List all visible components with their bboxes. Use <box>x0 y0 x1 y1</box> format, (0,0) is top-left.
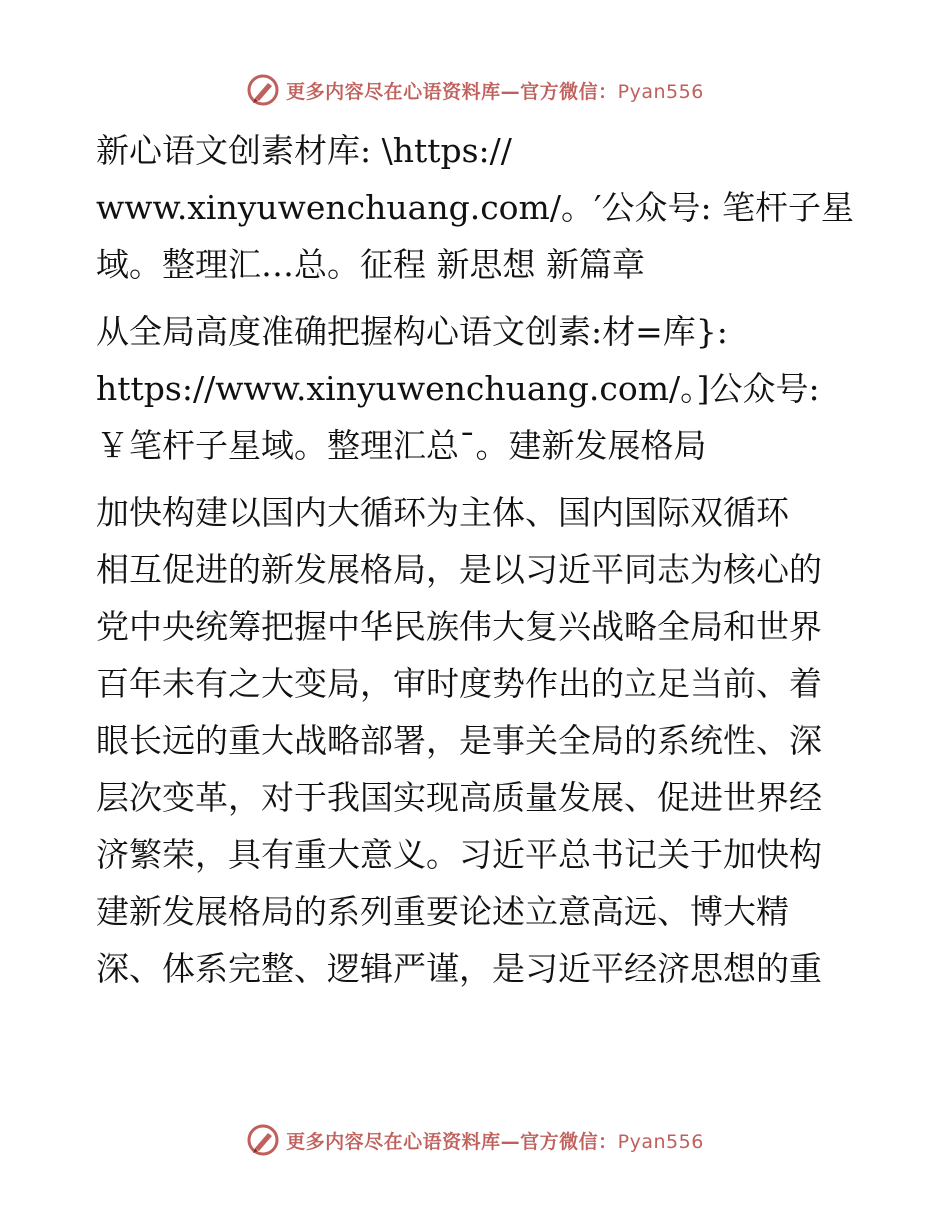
text-line: 党中央统筹把握中华民族伟大复兴战略全局和世界 <box>96 607 822 646</box>
text-line: https://www.xinyuwenchuang.com/。]公众号: <box>96 369 820 408</box>
text-line: 建新发展格局的系列重要论述立意高远、博大精 <box>96 892 789 931</box>
paragraph-1 <box>96 122 866 293</box>
text-line: 相互促进的新发展格局，是以习近平同志为核心的 <box>96 550 822 589</box>
banner-wechat-id: Pyan556 <box>617 1130 704 1153</box>
banner-text <box>286 1127 704 1154</box>
text-line: 域。整理汇…总。征程 新思想 新篇章 <box>96 245 645 284</box>
banner-text-cn: 更多内容尽在心语资料库—官方微信： <box>286 1130 618 1153</box>
text-line: 百年未有之大变局，审时度势作出的立足当前、着 <box>96 664 822 703</box>
pen-logo-icon <box>246 1123 280 1157</box>
document-body <box>96 122 866 997</box>
text-line: 眼长远的重大战略部署，是事关全局的系统性、深 <box>96 721 822 760</box>
text-line: 层次变革，对于我国实现高质量发展、促进世界经 <box>96 778 822 817</box>
pen-logo-icon <box>246 73 280 107</box>
text-line: ￥笔杆子星域。整理汇总¯。建新发展格局 <box>96 426 707 465</box>
text-line: 加快构建以国内大循环为主体、国内国际双循环 <box>96 493 789 532</box>
paragraph-3 <box>96 484 866 997</box>
text-line: www.xinyuwenchuang.com/。′公众号: 笔杆子星 <box>96 188 855 227</box>
text-line: 新心语文创素材库: \https:// <box>96 131 512 170</box>
paragraph-2 <box>96 303 866 474</box>
text-line: 从全局高度准确把握构心语文创素:材=库}: <box>96 312 728 351</box>
text-line: 深、体系完整、逻辑严谨，是习近平经济思想的重 <box>96 949 822 988</box>
banner-wechat-id: Pyan556 <box>617 80 704 103</box>
banner-text-cn: 更多内容尽在心语资料库—官方微信： <box>286 80 618 103</box>
text-line: 济繁荣，具有重大意义。习近平总书记关于加快构 <box>96 835 822 874</box>
footer-banner <box>0 1120 950 1160</box>
banner-text <box>286 77 704 104</box>
header-banner <box>0 70 950 110</box>
